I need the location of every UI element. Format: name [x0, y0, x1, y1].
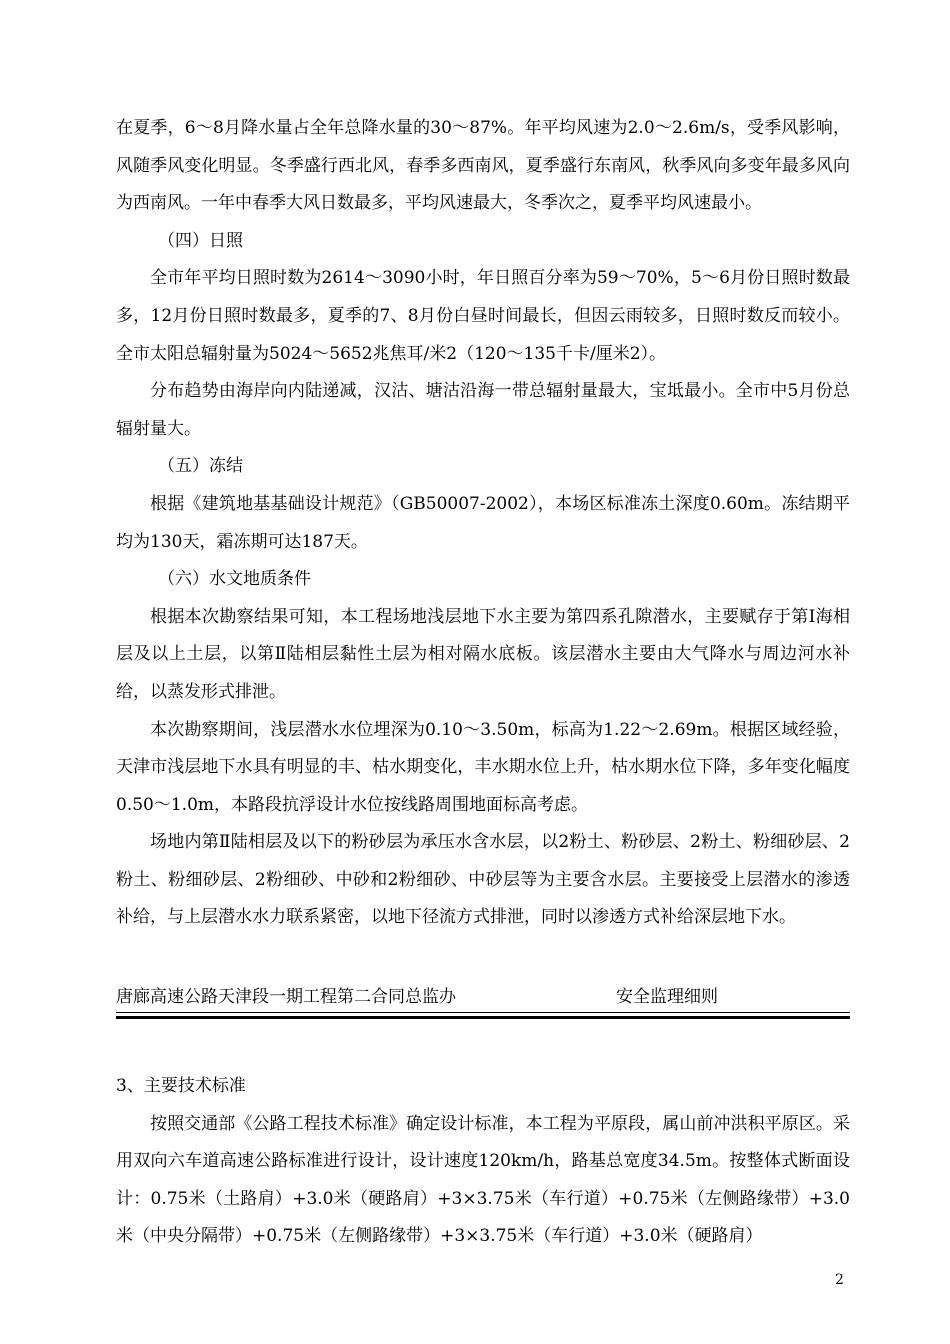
section-heading: （五）冻结 [158, 456, 243, 477]
technical-standards-section [116, 1068, 850, 1256]
body-paragraph: 场地内第Ⅱ陆相层及以下的粉砂层为承压水含水层，以2粉土、粉砂层、2粉土、粉细砂层、2粉土、粉细砂层、2粉细砂、中砂和2粉细砂、中砂层等为主要含水层。主要接受上层潜水的渗透补给，与上层潜水水力联系紧密，以地下径流方式排泄，同时以渗透方式补给深层地下水。 [116, 832, 850, 928]
body-paragraph: 在夏季，6～8月降水量占全年总降水量的30～87%。年平均风速为2.0～2.6m/s，受季风影响，风随季风变化明显。冬季盛行西北风，春季多西南风，夏季盛行东南风，秋季风向多变年最多风向为西南风。一年中春季大风日数最多，平均风速最大，冬季次之，夏季平均风速最小。 [116, 118, 850, 214]
body-paragraph: 全市年平均日照时数为2614～3090小时，年日照百分率为59～70%，5～6月份日照时数最多，12月份日照时数最多，夏季的7、8月份白昼时间最长，但因云雨较多，日照时数反而较小。全市太阳总辐射量为5024～5652兆焦耳/米2（120～135千卡/厘米2）。 [116, 268, 850, 364]
body-paragraph: 本次勘察期间，浅层潜水水位埋深为0.10～3.50m，标高为1.22～2.69m。根据区域经验，天津市浅层地下水具有明显的丰、枯水期变化，丰水期水位上升，枯水期水位下降，多年变化幅度0.50～1.0m，本路段抗浮设计水位按线路周围地面标高考虑。 [116, 719, 850, 815]
body-paragraph: 根据《建筑地基基础设计规范》（GB50007-2002），本场区标准冻土深度0.60m。冻结期平均为130天，霜冻期可达187天。 [116, 493, 850, 552]
body-paragraph: 分布趋势由海岸向内陆递减，汉沽、塘沽沿海一带总辐射量最大，宝坻最小。全市中5月份总辐射量大。 [116, 381, 850, 439]
footer-project-name: 唐廊高速公路天津段一期工程第二合同总监办 [116, 987, 456, 1007]
body-paragraph: 按照交通部《公路工程技术标准》确定设计标准，本工程为平原段，属山前冲洪积平原区。采用双向六车道高速公路标准进行设计，设计速度120km/h，路基总宽度34.5m。按整体式断面设计：0.75米（土路肩）+3.0米（硬路肩）+3×3.75米（车行道）+0.75米（左侧路缘带）+3.0米（中央分隔带）+0.75米（左侧路缘带）+3×3.75米（车行道）+3.0米（硬路肩） [116, 1113, 850, 1247]
section-title: 3、主要技术标准 [116, 1076, 246, 1096]
page-body [116, 110, 850, 937]
body-paragraph: 根据本次勘察结果可知，本工程场地浅层地下水主要为第四系孔隙潜水，主要赋存于第Ⅰ海相层及以上土层，以第Ⅱ陆相层黏性土层为相对隔水底板。该层潜水主要由大气降水与周边河水补给，以蒸发形式排泄。 [116, 606, 850, 702]
section-heading: （六）水文地质条件 [158, 569, 311, 590]
footer-document-title: 安全监理细则 [616, 987, 718, 1007]
footer-rule-thin [116, 1012, 850, 1013]
page-footer [116, 984, 850, 1012]
page-number: 2 [835, 1272, 844, 1288]
footer-rule-thick [116, 1016, 850, 1019]
section-heading: （四）日照 [158, 230, 243, 251]
